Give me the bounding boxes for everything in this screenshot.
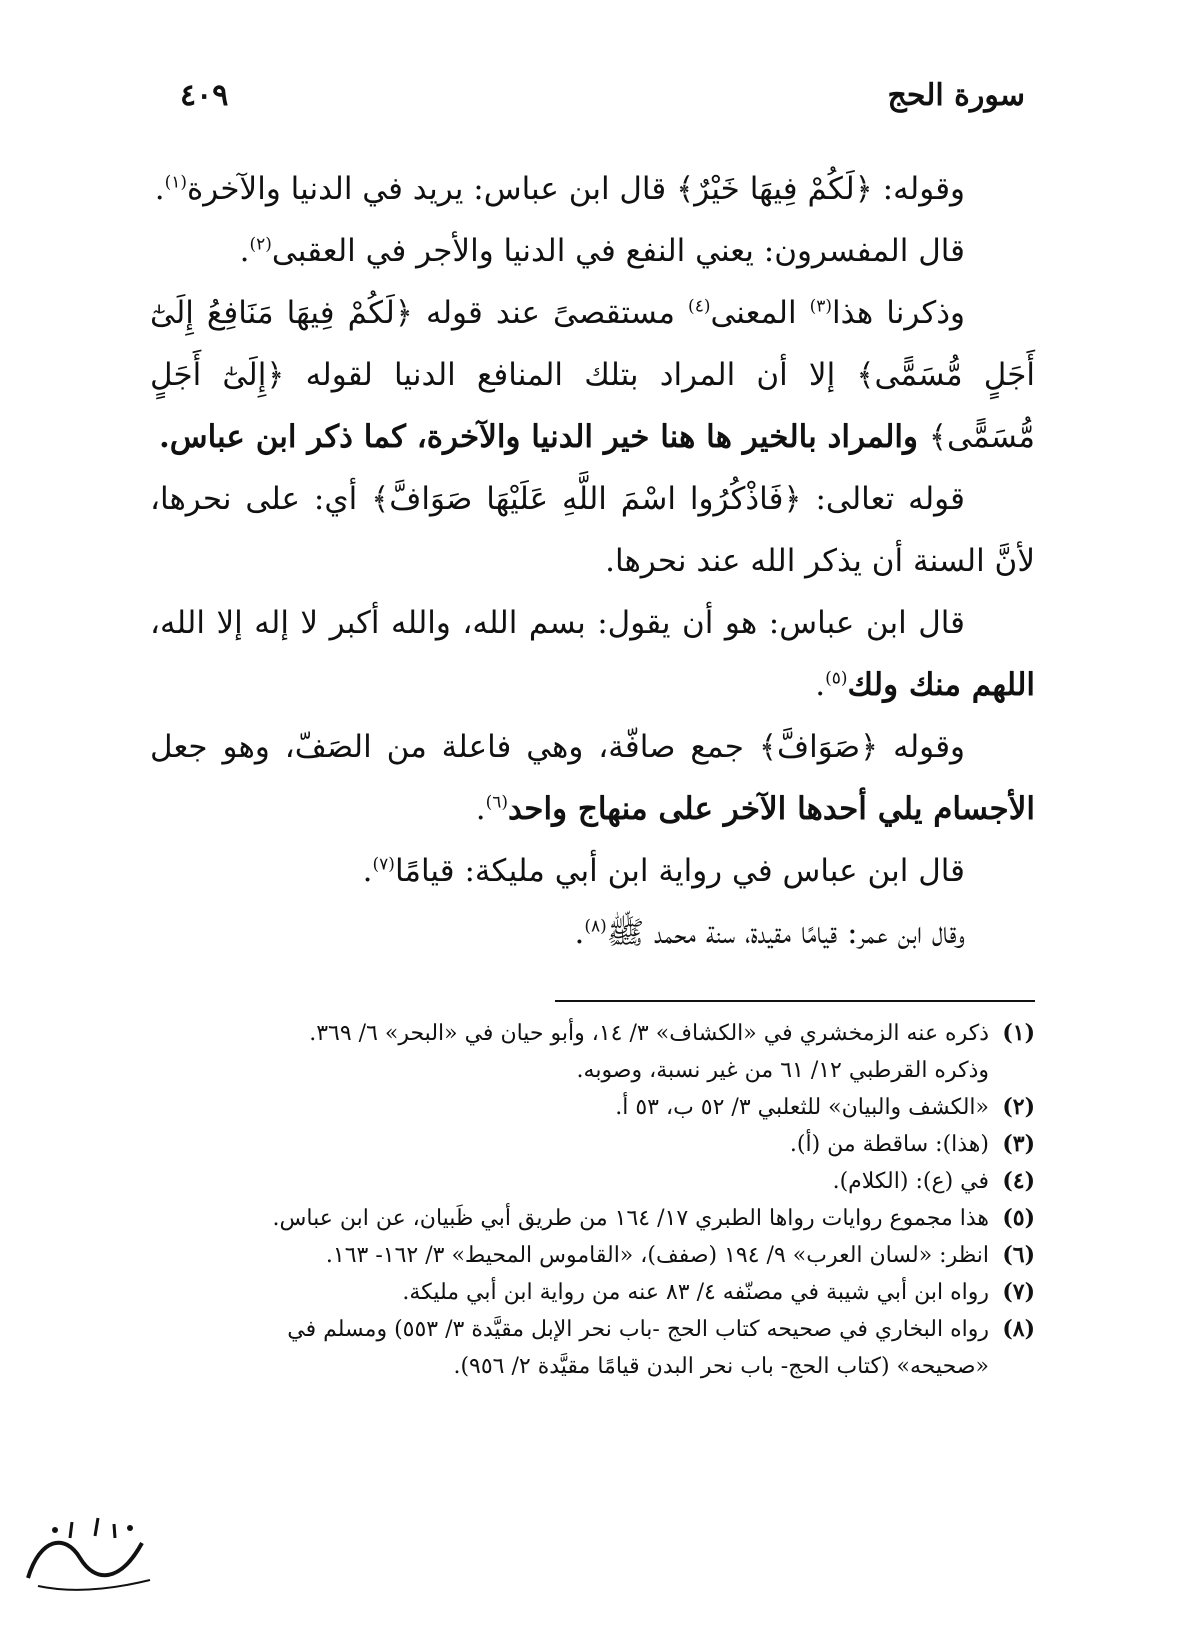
quran-quote: ﴿لَكُمْ فِيهَا خَيْرٌ﴾ — [676, 171, 873, 207]
page-number: ٤٠٩ — [180, 78, 229, 113]
paragraph-8 — [150, 902, 1035, 964]
footnote-item — [148, 1089, 1035, 1126]
quran-quote: ﴿إِلَىٰٓ أَجَلٍ مُّسَمًّى﴾ — [150, 357, 1035, 455]
footnote-ref: (٤) — [688, 296, 711, 317]
footnote-text: رواه ابن أبي شيبة في مصنّفه ٤/ ٨٣ عنه من رواية ابن أبي مليكة. — [402, 1280, 989, 1305]
publisher-logo — [10, 1508, 160, 1598]
logo-strokes — [70, 1518, 115, 1538]
footnote-ref: (٣) — [809, 296, 833, 317]
footnote-number: (٢) — [1002, 1094, 1035, 1120]
footnote-text: ذكره عنه الزمخشري في «الكشاف» ٣/ ١٤، وأبو حيان في «البحر» ٦/ ٣٦٩. — [309, 1021, 989, 1046]
footnote-text: انظر: «لسان العرب» ٩/ ١٩٤ (صفف)، «القاموس المحيط» ٣/ ١٦٢- ١٦٣. — [325, 1243, 989, 1268]
text-run: اللهم منك ولك — [847, 667, 1035, 703]
text-run: . — [362, 853, 373, 889]
text-run: إلا أن المراد بتلك المنافع الدنيا لقوله — [284, 357, 857, 393]
paragraph-7 — [150, 840, 1035, 902]
text-run: المعنى — [710, 295, 810, 331]
footnote-item — [148, 1237, 1035, 1274]
footnote-text: «الكشف والبيان» للثعلبي ٣/ ٥٢ ب، ٥٣ أ. — [615, 1095, 989, 1120]
footnote-ref: (٥) — [825, 668, 848, 689]
text-run: . — [154, 171, 165, 207]
text-run: . — [239, 233, 250, 269]
text-run: قال ابن عباس في رواية ابن أبي مليكة: قيامًا — [394, 853, 965, 889]
footnote-item — [148, 1200, 1035, 1237]
footnote-number: (٤) — [1002, 1168, 1035, 1194]
footnote-item — [148, 1274, 1035, 1311]
text-run: وقوله — [878, 729, 965, 765]
logo-dot — [127, 1525, 133, 1531]
footnote-item — [148, 1311, 1035, 1348]
text-run: مستقصىً عند قوله — [412, 295, 689, 331]
chapter-title: سورة الحج — [887, 78, 1025, 113]
text-run: . — [475, 791, 486, 827]
quran-quote: ﴿فَاذْكُرُوا اسْمَ اللَّهِ عَلَيْهَا صَوَافَّ﴾ — [371, 481, 802, 517]
paragraph-4 — [150, 468, 1035, 592]
footnote-ref: (١) — [164, 172, 188, 193]
text-run: قوله تعالى: — [801, 481, 965, 517]
paragraph-6 — [150, 716, 1035, 840]
footnote-item — [148, 1163, 1035, 1200]
footnote-ref: (٧) — [372, 854, 395, 875]
footnote-number: (٦) — [1002, 1242, 1035, 1268]
paragraph-2 — [150, 220, 1035, 282]
footnote-number: (٣) — [1002, 1131, 1035, 1157]
footnote-number: (١) — [1002, 1020, 1035, 1046]
quran-quote: ﴿صَوَافَّ﴾ — [758, 729, 879, 765]
footnote-ref: (٢) — [249, 234, 272, 255]
text-run: قال ابن عباس: يريد في الدنيا والآخرة — [187, 171, 677, 207]
text-run: أي: على نحرها، لأنَّ السنة أن يذكر الله عند نحرها. — [150, 481, 1035, 579]
footnote-number: (٧) — [1002, 1279, 1035, 1305]
footnote-continuation: وذكره القرطبي ١٢/ ٦١ من غير نسبة، وصوبه. — [576, 1058, 989, 1083]
footnote-ref: (٦) — [485, 792, 509, 813]
text-run: قال المفسرون: يعني النفع في الدنيا والأجر في العقبى — [271, 233, 965, 269]
logo-underline — [38, 1580, 150, 1590]
text-run: وقال ابن عمر: قيامًا مقيدة، سنة محمد ﷺ — [606, 915, 965, 951]
footnote-text: في (ع): (الكلام). — [832, 1169, 989, 1194]
footnote-item — [148, 1126, 1035, 1163]
logo-dot — [52, 1527, 58, 1533]
text-run: . — [574, 915, 585, 951]
footnote-number: (٥) — [1002, 1205, 1035, 1231]
page-header — [180, 78, 1025, 128]
footnote-continuation: «صحيحه» (كتاب الحج- باب نحر البدن قيامًا مقيَّدة ٢/ ٩٥٦). — [453, 1354, 989, 1379]
footnotes — [148, 1015, 1035, 1385]
paragraph-5 — [150, 592, 1035, 716]
main-text — [150, 158, 1035, 964]
quran-quote: ﴿لَكُمْ فِيهَا مَنَافِعُ إِلَىٰٓ أَجَلٍ مُّسَمًّى﴾ — [150, 295, 1035, 393]
text-run: جمع صافّة، وهي فاعلة من الصَفّ، وهو جعل — [150, 729, 759, 765]
footnote-text: هذا مجموع روايات رواها الطبري ١٧/ ١٦٤ من طريق أبي ظَبيان، عن ابن عباس. — [272, 1206, 989, 1231]
text-run: والمراد بالخير ها هنا خير الدنيا والآخرة، كما ذكر ابن عباس. — [158, 419, 929, 455]
text-run: وذكرنا هذا — [832, 295, 966, 331]
logo-stroke — [28, 1543, 142, 1578]
paragraph-3 — [150, 282, 1035, 468]
footnote-divider — [555, 1000, 1035, 1002]
footnote-number: (٨) — [1002, 1316, 1035, 1342]
paragraph-1 — [150, 158, 1035, 220]
text-run: الأجسام يلي أحدها الآخر على منهاج واحد — [508, 791, 1035, 827]
text-run: قال ابن عباس: هو أن يقول: بسم الله، والله أكبر لا إله إلا الله، — [150, 605, 965, 641]
footnote-ref: (٨) — [584, 916, 607, 937]
text-run: . — [815, 667, 826, 703]
text-run: وقوله: — [872, 171, 965, 207]
footnote-text: (هذا): ساقطة من (أ). — [789, 1132, 989, 1157]
footnote-text: رواه البخاري في صحيحه كتاب الحج -باب نحر الإبل مقيَّدة ٣/ ٥٥٣) ومسلم في — [287, 1317, 989, 1342]
footnote-item — [148, 1015, 1035, 1052]
